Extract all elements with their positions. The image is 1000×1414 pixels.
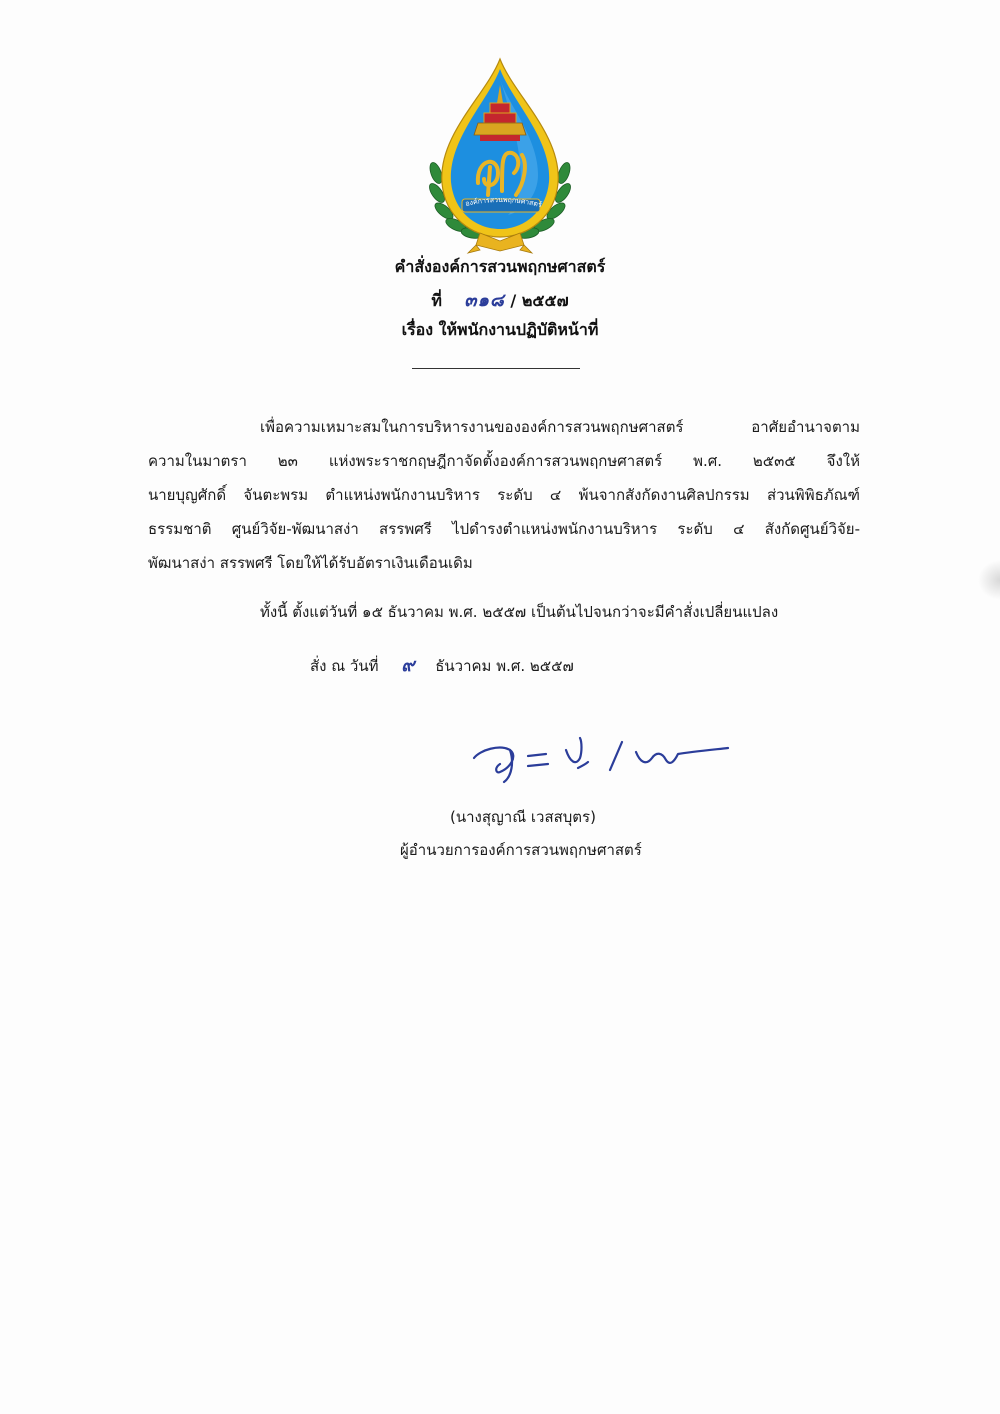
order-number: [0, 285, 1000, 314]
order-date-prefix: สั่ง ณ วันที่: [310, 657, 379, 675]
handwritten-day: ๙: [401, 655, 415, 676]
scan-edge-mark: [978, 560, 1000, 600]
handwritten-order-number: ๓๑๘: [464, 290, 505, 311]
heading-divider: [412, 368, 580, 369]
order-date-suffix: ธันวาคม พ.ศ. ๒๕๕๗: [435, 657, 574, 675]
body-paragraph-1: [148, 410, 860, 580]
body-paragraph-2: ทั้งนี้ ตั้งแต่วันที่ ๑๕ ธันวาคม พ.ศ. ๒๕๕๗ เป็นต้นไปจนกว่าจะมีคำสั่งเปลี่ยนแปลง: [260, 603, 779, 621]
organization-emblem-icon: [428, 55, 572, 255]
number-year: / ๒๕๕๗: [510, 291, 569, 310]
paragraph-line: ธรรมชาติ ศูนย์วิจัย-พัฒนาสง่า สรรพศรี ไปดำรงตำแหน่งพนักงานบริหาร ระดับ ๔ สังกัดศูนย์วิจัย-: [148, 520, 860, 538]
paragraph-line: พัฒนาสง่า สรรพศรี โดยให้ได้รับอัตราเงินเดือนเดิม: [148, 554, 473, 572]
order-title: คำสั่งองค์การสวนพฤกษศาสตร์: [394, 257, 606, 276]
order-date: [310, 650, 574, 679]
signer-name: (นางสุญาณี เวสสบุตร): [450, 808, 596, 826]
number-prefix: ที่: [431, 291, 442, 310]
paragraph-line: นายบุญศักดิ์ จันตะพรม ตำแหน่งพนักงานบริหาร ระดับ ๔ พ้นจากสังกัดงานศิลปกรรม ส่วนพิพิธภัณฑ์: [148, 486, 860, 504]
paragraph-line: ความในมาตรา ๒๓ แห่งพระราชกฤษฎีกาจัดตั้งองค์การสวนพฤกษศาสตร์ พ.ศ. ๒๕๓๕ จึงให้: [148, 452, 860, 470]
emblem-band-text: องค์การสวนพฤกษศาสตร์: [464, 195, 543, 210]
paragraph-line: เพื่อความเหมาะสมในการบริหารงานขององค์การสวนพฤกษศาสตร์ อาศัยอำนาจตาม: [260, 418, 860, 436]
order-subject: เรื่อง ให้พนักงานปฏิบัติหน้าที่: [401, 320, 599, 339]
signer-position: ผู้อำนวยการองค์การสวนพฤกษศาสตร์: [400, 841, 642, 859]
handwritten-signature: [470, 728, 732, 788]
